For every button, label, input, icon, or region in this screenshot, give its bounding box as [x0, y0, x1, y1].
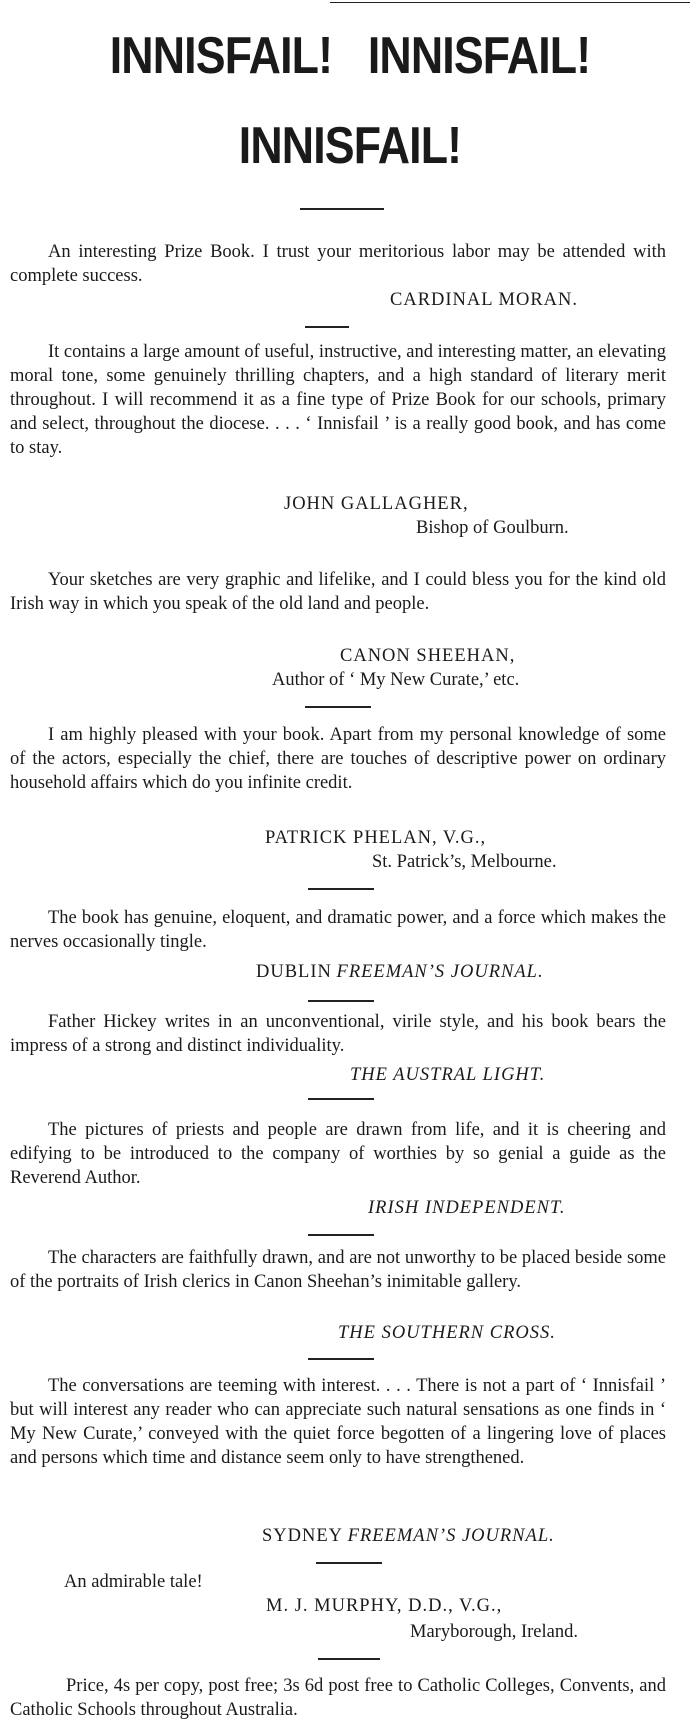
testimonial-quote: Your sketches are very graphic and lifelike, and I could bless you for the kind old Irish way in which you speak of the old land and people. — [10, 570, 666, 614]
divider — [308, 1000, 374, 1002]
price-note: Price, 4s per copy, post free; 3s 6d post free to Catholic Colleges, Convents, and Catholic Schools throughout Australia. — [10, 1676, 666, 1720]
testimonial-author: M. J. MURPHY, D.D., V.G., — [266, 1596, 503, 1616]
testimonial-author: CARDINAL MORAN. — [390, 290, 579, 310]
divider — [308, 1098, 374, 1100]
testimonial-quote: The book has genuine, eloquent, and dramatic power, and a force which makes the nerves occasionally tingle. — [10, 908, 666, 952]
top-rule — [330, 2, 690, 3]
testimonial-quote: The characters are faithfully drawn, and are not unworthy to be placed beside some of the portraits of Irish clerics in Canon Sheehan’s inimitable gallery. — [10, 1248, 666, 1292]
author-publication: FREEMAN’S JOURNAL. — [336, 962, 544, 982]
testimonial-author: JOHN GALLAGHER, — [284, 494, 469, 514]
testimonial-author: THE SOUTHERN CROSS. — [338, 1323, 556, 1343]
divider — [305, 326, 349, 328]
testimonial-author — [256, 960, 544, 984]
divider — [300, 208, 384, 210]
title-line-2: INNISFAIL! — [238, 117, 462, 175]
testimonial-author-detail: Bishop of Goulburn. — [416, 518, 569, 538]
testimonial-author: THE AUSTRAL LIGHT. — [350, 1065, 546, 1085]
testimonial-author: IRISH INDEPENDENT. — [368, 1198, 566, 1218]
testimonial-author-detail: Author of ‘ My New Curate,’ etc. — [272, 670, 520, 690]
divider — [308, 888, 374, 890]
testimonial-quote: The conversations are teeming with interest. . . . There is not a part of ‘ Innisfail ’ but will interest any reader who can appreciate such natural sensations as one finds in ‘ My New Curate,’ conveyed with the quiet force begotten of a lingering love of places and persons which time and distance seem only to have strengthened. — [10, 1376, 666, 1468]
divider — [316, 1562, 382, 1564]
testimonial-quote: It contains a large amount of useful, instructive, and interesting matter, an elevating moral tone, some genuinely thrilling chapters, and a high standard of literary merit throughout. I will recommend it as a fine type of Prize Book for our schools, primary and select, throughout the diocese. . . . ‘ Innisfail ’ is a really good book, and has come to stay. — [10, 342, 666, 458]
testimonial-author-detail: Maryborough, Ireland. — [410, 1622, 578, 1642]
testimonial-quote: An interesting Prize Book. I trust your meritorious labor may be attended with complete success. — [10, 242, 666, 286]
title-line-1: INNISFAIL! INNISFAIL! — [109, 27, 591, 85]
testimonial-author: PATRICK PHELAN, V.G., — [265, 828, 487, 848]
testimonial-quote: The pictures of priests and people are drawn from life, and it is cheering and edifying to be introduced to the company of worthies by so genial a guide as the Reverend Author. — [10, 1120, 666, 1188]
testimonial-quote: I am highly pleased with your book. Apart from my personal knowledge of some of the actors, especially the chief, there are touches of descriptive power on ordinary household affairs which do you infinite credit. — [10, 725, 666, 793]
author-publication: FREEMAN’S JOURNAL. — [347, 1526, 555, 1546]
divider — [305, 706, 371, 708]
divider — [318, 1658, 380, 1660]
author-place: SYDNEY — [262, 1526, 344, 1546]
testimonial-author — [262, 1524, 555, 1548]
author-place: DUBLIN — [256, 962, 332, 982]
testimonial-author-detail: St. Patrick’s, Melbourne. — [372, 852, 557, 872]
divider — [308, 1234, 374, 1236]
divider — [308, 1358, 374, 1360]
testimonial-author: CANON SHEEHAN, — [340, 646, 516, 666]
testimonial-quote: Father Hickey writes in an unconventional, virile style, and his book bears the impress of a strong and distinct individuality. — [10, 1012, 666, 1056]
testimonial-quote: An admirable tale! — [64, 1572, 203, 1592]
